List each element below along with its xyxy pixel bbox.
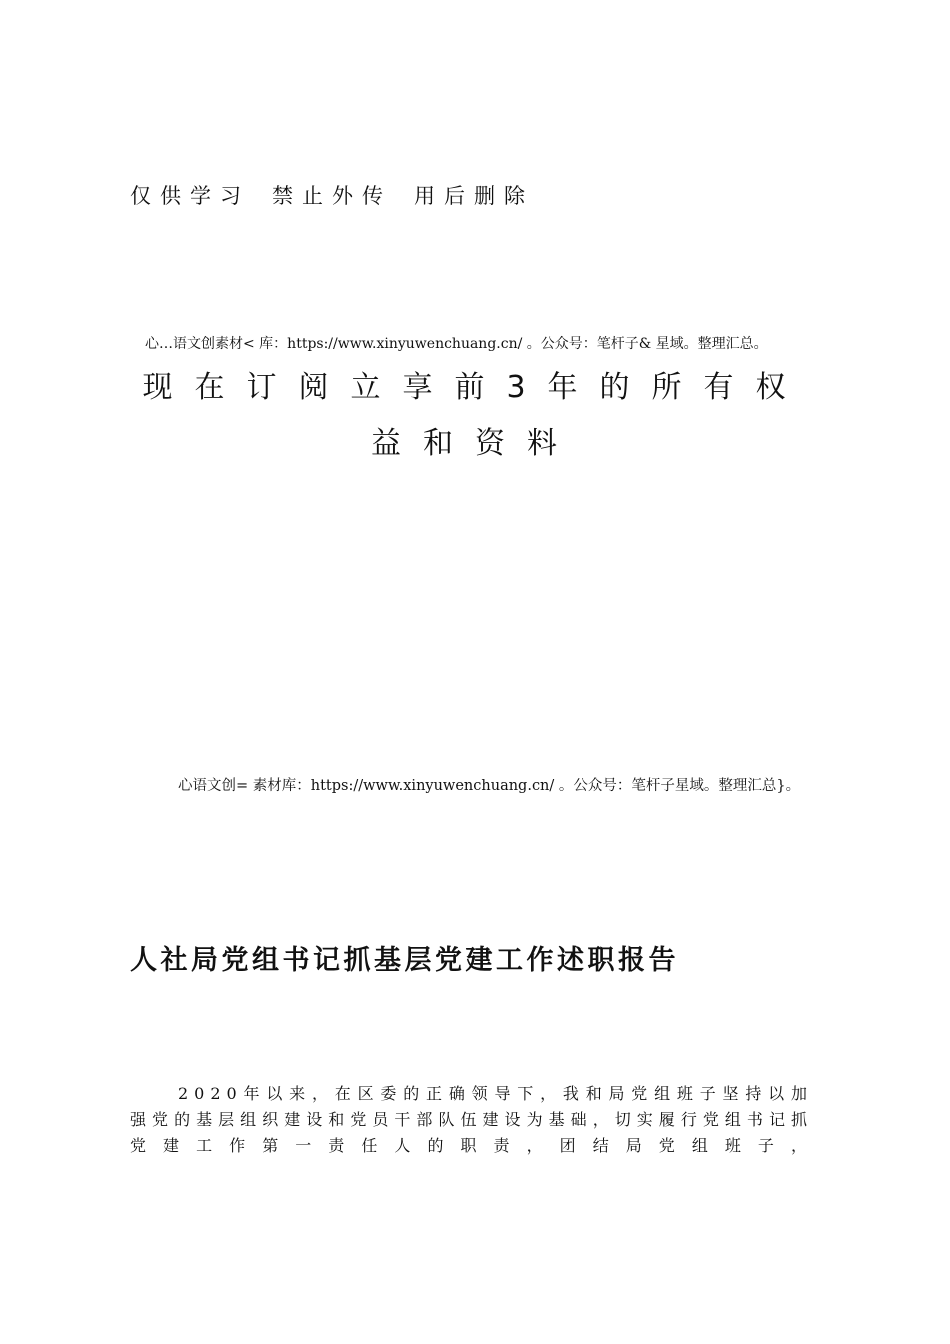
usage-notice [130,180,556,210]
notice-delete-after-use: 用后删除 [414,184,534,208]
source-line-bottom: 心语文创= 素材库：https://www.xinyuwenchuang.cn/ 。公众号：笔杆子星域。整理汇总}。 [178,778,801,794]
notice-no-distribution: 禁止外传 [272,184,392,208]
body-paragraph: 2020年以来，在区委的正确领导下，我和局党组班子坚持以加强党的基层组织建设和党员干部队伍建设为基础，切实履行党组书记抓党建工作第一责任人的职责，团结局党组班子， [130,1084,813,1155]
subscription-promo: 现在订阅立享前3年的所有权益和资料 [142,370,808,461]
notice-study-only: 仅供学习 [130,184,250,208]
document-title: 人社局党组书记抓基层党建工作述职报告 [130,945,679,976]
source-line-top: 心…语文创素材< 库：https://www.xinyuwenchuang.cn/ 。公众号：笔杆子& 星域。整理汇总。 [145,336,768,352]
